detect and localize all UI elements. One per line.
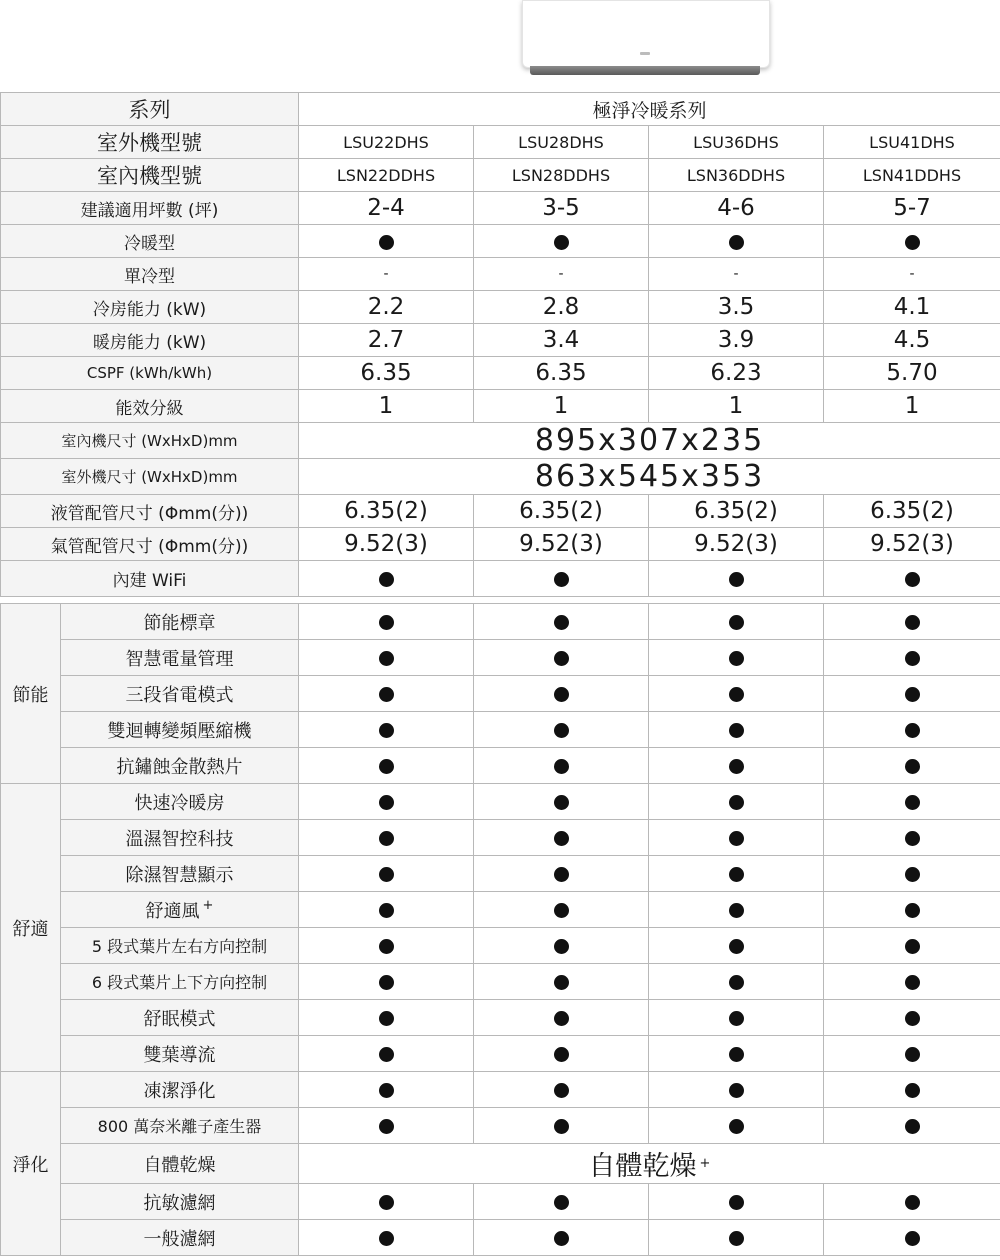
feature-label	[61, 1184, 299, 1220]
supported-dot-icon	[474, 561, 649, 597]
supported-dot-icon	[474, 892, 649, 928]
area-value: 3-5	[474, 192, 649, 225]
feature-name: 三段省電模式	[125, 684, 234, 706]
not-available: -	[824, 258, 1000, 291]
cspf-label: CSPF (kWh/kWh)	[1, 357, 299, 390]
cooling-capacity-value: 2.2	[299, 291, 474, 324]
supported-dot-icon	[474, 712, 649, 748]
supported-dot-icon	[824, 1000, 1000, 1036]
wifi-label: 內建 WiFi	[1, 561, 299, 597]
area-value: 5-7	[824, 192, 1000, 225]
feature-name: 自體乾燥	[143, 1154, 216, 1176]
feature-name: 800 萬奈米離子產生器	[97, 1117, 262, 1136]
supported-dot-icon	[474, 1072, 649, 1108]
feature-label	[61, 820, 299, 856]
cooling-capacity-value: 4.1	[824, 291, 1000, 324]
indoor-model: LSN28DDHS	[474, 159, 649, 192]
indoor-size-label: 室內機尺寸 (WxHxD)mm	[1, 423, 299, 459]
outdoor-size-value: 863x545x353	[299, 459, 1000, 495]
heating-capacity-value: 2.7	[299, 324, 474, 357]
heat-cool-label: 冷暖型	[1, 225, 299, 258]
liquid-pipe-value: 6.35(2)	[824, 495, 1000, 528]
feature-name: 快速冷暖房	[134, 792, 225, 814]
supported-dot-icon	[824, 225, 1000, 258]
supported-dot-icon	[474, 820, 649, 856]
supported-dot-icon	[824, 712, 1000, 748]
air-outlet-vent	[530, 66, 760, 75]
supported-dot-icon	[299, 225, 474, 258]
supported-dot-icon	[649, 604, 824, 640]
supported-dot-icon	[299, 748, 474, 784]
self-dry-merged-value	[299, 1144, 1000, 1184]
supported-dot-icon	[299, 1000, 474, 1036]
feature-name: 凍潔淨化	[143, 1080, 216, 1102]
brand-logo-mark	[640, 52, 650, 55]
efficiency-grade-value: 1	[474, 390, 649, 423]
plus-mark: +	[699, 1156, 711, 1171]
heating-capacity-value: 4.5	[824, 324, 1000, 357]
cspf-value: 6.23	[649, 357, 824, 390]
feature-label	[61, 676, 299, 712]
area-label: 建議適用坪數 (坪)	[1, 192, 299, 225]
supported-dot-icon	[474, 640, 649, 676]
supported-dot-icon	[649, 676, 824, 712]
indoor-size-value: 895x307x235	[299, 423, 1000, 459]
supported-dot-icon	[649, 1036, 824, 1072]
supported-dot-icon	[299, 964, 474, 1000]
efficiency-grade-value: 1	[824, 390, 1000, 423]
supported-dot-icon	[474, 784, 649, 820]
supported-dot-icon	[474, 964, 649, 1000]
supported-dot-icon	[649, 225, 824, 258]
liquid-pipe-label: 液管配管尺寸 (Φmm(分))	[1, 495, 299, 528]
feature-label	[61, 784, 299, 820]
supported-dot-icon	[824, 892, 1000, 928]
supported-dot-icon	[824, 561, 1000, 597]
supported-dot-icon	[299, 1108, 474, 1144]
feature-label	[61, 712, 299, 748]
spec-table	[0, 92, 1000, 597]
self-dry-text: 自體乾燥	[588, 1151, 697, 1182]
supported-dot-icon	[299, 676, 474, 712]
supported-dot-icon	[474, 1000, 649, 1036]
heating-capacity-label: 暖房能力 (kW)	[1, 324, 299, 357]
supported-dot-icon	[474, 604, 649, 640]
feature-label	[61, 1072, 299, 1108]
indoor-unit-body	[522, 0, 770, 68]
supported-dot-icon	[649, 928, 824, 964]
feature-label	[61, 1220, 299, 1256]
feature-name: 溫濕智控科技	[125, 828, 234, 850]
cspf-value: 6.35	[299, 357, 474, 390]
supported-dot-icon	[649, 1184, 824, 1220]
feature-name: 雙迴轉變頻壓縮機	[107, 720, 252, 742]
supported-dot-icon	[474, 1036, 649, 1072]
supported-dot-icon	[299, 1184, 474, 1220]
area-value: 4-6	[649, 192, 824, 225]
feature-name: 舒適風	[145, 900, 200, 922]
feature-label	[61, 1108, 299, 1144]
feature-label	[61, 964, 299, 1000]
supported-dot-icon	[649, 1000, 824, 1036]
supported-dot-icon	[824, 676, 1000, 712]
indoor-model: LSN36DDHS	[649, 159, 824, 192]
supported-dot-icon	[474, 928, 649, 964]
feature-label	[61, 604, 299, 640]
purify-group-label: 淨化	[1, 1072, 61, 1256]
indoor-model: LSN41DDHS	[824, 159, 1000, 192]
not-available: -	[649, 258, 824, 291]
feature-name: 舒眠模式	[143, 1008, 216, 1030]
supported-dot-icon	[299, 928, 474, 964]
outdoor-model: LSU28DHS	[474, 126, 649, 159]
supported-dot-icon	[649, 820, 824, 856]
liquid-pipe-value: 6.35(2)	[474, 495, 649, 528]
cooling-capacity-label: 冷房能力 (kW)	[1, 291, 299, 324]
series-name: 極淨冷暖系列	[299, 93, 1000, 126]
supported-dot-icon	[824, 1220, 1000, 1256]
feature-label	[61, 640, 299, 676]
supported-dot-icon	[824, 928, 1000, 964]
supported-dot-icon	[299, 820, 474, 856]
not-available: -	[474, 258, 649, 291]
supported-dot-icon	[824, 856, 1000, 892]
cooling-capacity-value: 2.8	[474, 291, 649, 324]
feature-name: 智慧電量管理	[125, 648, 234, 670]
feature-label	[61, 1036, 299, 1072]
supported-dot-icon	[299, 892, 474, 928]
supported-dot-icon	[474, 856, 649, 892]
outdoor-size-label: 室外機尺寸 (WxHxD)mm	[1, 459, 299, 495]
supported-dot-icon	[299, 856, 474, 892]
feature-label	[61, 892, 299, 928]
gas-pipe-value: 9.52(3)	[824, 528, 1000, 561]
supported-dot-icon	[649, 561, 824, 597]
supported-dot-icon	[649, 712, 824, 748]
area-value: 2-4	[299, 192, 474, 225]
supported-dot-icon	[824, 604, 1000, 640]
supported-dot-icon	[299, 640, 474, 676]
supported-dot-icon	[824, 820, 1000, 856]
cspf-value: 5.70	[824, 357, 1000, 390]
supported-dot-icon	[649, 1072, 824, 1108]
feature-name: 節能標章	[143, 612, 216, 634]
feature-name: 一般濾網	[143, 1228, 216, 1250]
feature-name: 雙葉導流	[143, 1044, 216, 1066]
supported-dot-icon	[824, 1108, 1000, 1144]
outdoor-model-label: 室外機型號	[1, 126, 299, 159]
feature-name: 6 段式葉片上下方向控制	[91, 973, 268, 992]
air-conditioner-product-image	[522, 0, 768, 80]
supported-dot-icon	[474, 748, 649, 784]
liquid-pipe-value: 6.35(2)	[299, 495, 474, 528]
feature-table	[0, 603, 1000, 1256]
feature-name: 除濕智慧顯示	[125, 864, 234, 886]
series-label: 系列	[1, 93, 299, 126]
supported-dot-icon	[824, 964, 1000, 1000]
supported-dot-icon	[474, 1108, 649, 1144]
outdoor-model: LSU22DHS	[299, 126, 474, 159]
supported-dot-icon	[299, 784, 474, 820]
supported-dot-icon	[649, 748, 824, 784]
energy-group-label: 節能	[1, 604, 61, 784]
supported-dot-icon	[649, 784, 824, 820]
supported-dot-icon	[474, 1220, 649, 1256]
supported-dot-icon	[474, 225, 649, 258]
supported-dot-icon	[824, 1036, 1000, 1072]
feature-label	[61, 1144, 299, 1184]
outdoor-model: LSU36DHS	[649, 126, 824, 159]
comfort-group-label: 舒適	[1, 784, 61, 1072]
gas-pipe-value: 9.52(3)	[474, 528, 649, 561]
heating-capacity-value: 3.9	[649, 324, 824, 357]
supported-dot-icon	[824, 640, 1000, 676]
supported-dot-icon	[649, 1108, 824, 1144]
indoor-model-label: 室內機型號	[1, 159, 299, 192]
feature-label	[61, 856, 299, 892]
gas-pipe-label: 氣管配管尺寸 (Φmm(分))	[1, 528, 299, 561]
feature-label	[61, 928, 299, 964]
gas-pipe-value: 9.52(3)	[299, 528, 474, 561]
gas-pipe-value: 9.52(3)	[649, 528, 824, 561]
supported-dot-icon	[649, 640, 824, 676]
efficiency-grade-value: 1	[299, 390, 474, 423]
supported-dot-icon	[299, 1220, 474, 1256]
supported-dot-icon	[299, 604, 474, 640]
indoor-model: LSN22DDHS	[299, 159, 474, 192]
feature-label	[61, 748, 299, 784]
supported-dot-icon	[824, 748, 1000, 784]
liquid-pipe-value: 6.35(2)	[649, 495, 824, 528]
feature-name: 抗敏濾網	[143, 1192, 216, 1214]
supported-dot-icon	[649, 892, 824, 928]
feature-label	[61, 1000, 299, 1036]
supported-dot-icon	[824, 1072, 1000, 1108]
supported-dot-icon	[299, 712, 474, 748]
efficiency-grade-value: 1	[649, 390, 824, 423]
supported-dot-icon	[299, 1036, 474, 1072]
plus-mark: +	[202, 897, 214, 913]
heating-capacity-value: 3.4	[474, 324, 649, 357]
supported-dot-icon	[824, 1184, 1000, 1220]
supported-dot-icon	[649, 1220, 824, 1256]
supported-dot-icon	[299, 1072, 474, 1108]
cooling-capacity-value: 3.5	[649, 291, 824, 324]
efficiency-grade-label: 能效分級	[1, 390, 299, 423]
cool-only-label: 單冷型	[1, 258, 299, 291]
feature-name: 5 段式葉片左右方向控制	[91, 937, 268, 956]
supported-dot-icon	[649, 964, 824, 1000]
supported-dot-icon	[299, 561, 474, 597]
supported-dot-icon	[824, 784, 1000, 820]
outdoor-model: LSU41DHS	[824, 126, 1000, 159]
feature-name: 抗鏽蝕金散熱片	[116, 756, 243, 778]
supported-dot-icon	[474, 1184, 649, 1220]
not-available: -	[299, 258, 474, 291]
cspf-value: 6.35	[474, 357, 649, 390]
supported-dot-icon	[649, 856, 824, 892]
supported-dot-icon	[474, 676, 649, 712]
